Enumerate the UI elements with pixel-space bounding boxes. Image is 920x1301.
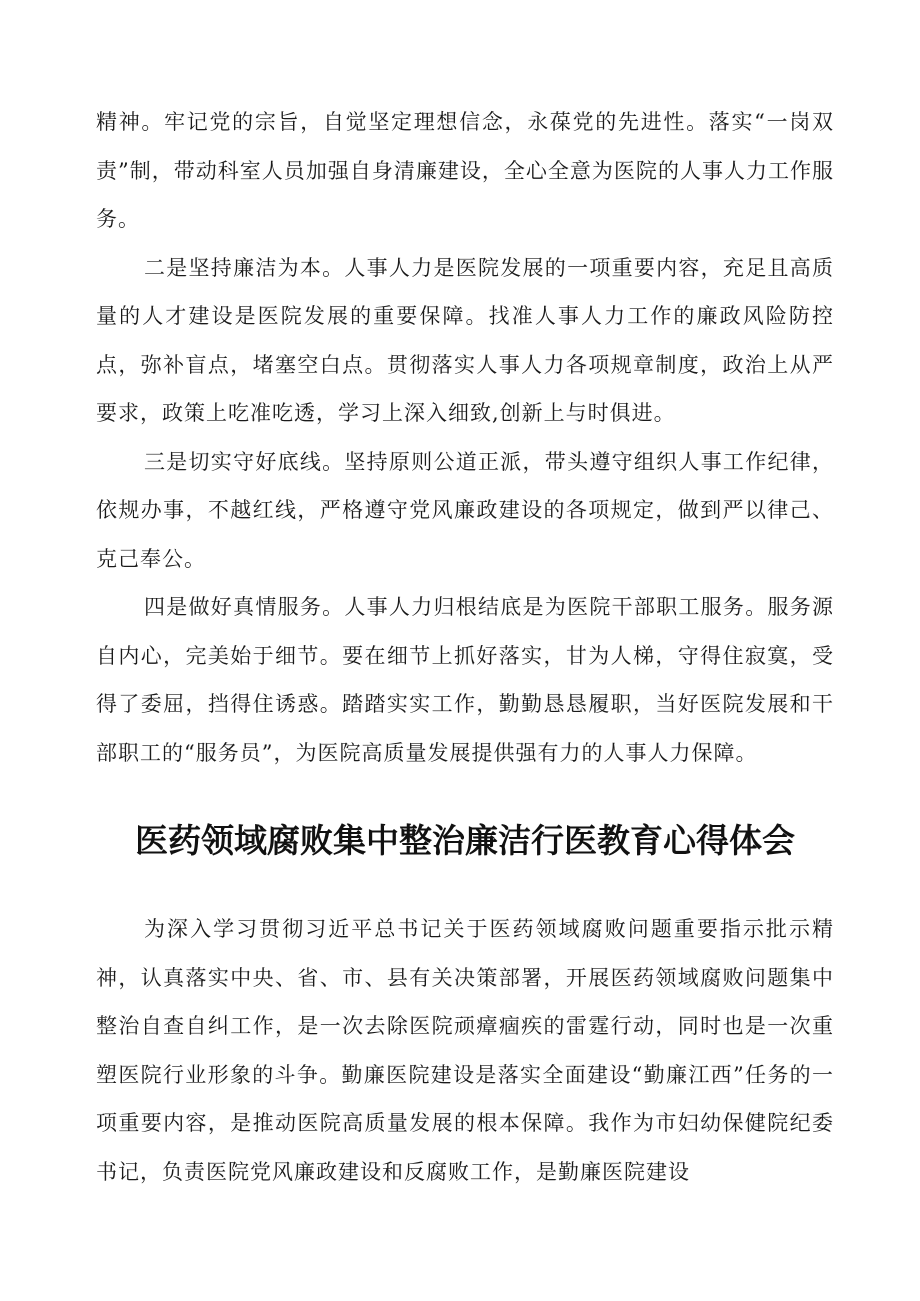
paragraph-point-two: 二是坚持廉洁为本。人事人力是医院发展的一项重要内容，充足且高质量的人才建设是医院发展的重要保障。找准人事人力工作的廉政风险防控点，弥补盲点，堵塞空白点。贯彻落实人事人力各项规章制度，政治上从严要求，政策上吃准吃透，学习上深入细致,创新上与时俱进。: [96, 255, 834, 425]
paragraph-point-four: 四是做好真情服务。人事人力归根结底是为医院干部职工服务。服务源自内心，完美始于细节。要在细节上抓好落实，甘为人梯，守得住寂寞，受得了委屈，挡得住诱惑。踏踏实实工作，勤勤恳恳履职，当好医院发展和干部职工的“服务员”，为医院高质量发展提供强有力的人事人力保障。: [96, 595, 834, 765]
paragraph-intro: 为深入学习贯彻习近平总书记关于医药领域腐败问题重要指示批示精神，认真落实中央、省、市、县有关决策部署，开展医药领域腐败问题集中整治自查自纠工作，是一次去除医院顽瘴痼疾的雷霆行动，同时也是一次重塑医院行业形象的斗争。勤廉医院建设是落实全面建设“勤廉江西”任务的一项重要内容，是推动医院高质量发展的根本保障。我作为市妇幼保健院纪委书记，负责医院党风廉政建设和反腐败工作，是勤廉医院建设: [96, 917, 834, 1184]
paragraph-continued: 精神。牢记党的宗旨，自觉坚定理想信念，永葆党的先进性。落实“一岗双责”制，带动科室人员加强自身清廉建设，全心全意为医院的人事人力工作服务。: [96, 110, 834, 231]
document-body: [96, 98, 834, 1196]
article-title: 医药领域腐败集中整治廉洁行医教育心得体会: [135, 821, 795, 860]
paragraph-point-three: 三是切实守好底线。坚持原则公道正派，带头遵守组织人事工作纪律，依规办事，不越红线，严格遵守党风廉政建设的各项规定，做到严以律己、克己奉公。: [96, 449, 834, 571]
